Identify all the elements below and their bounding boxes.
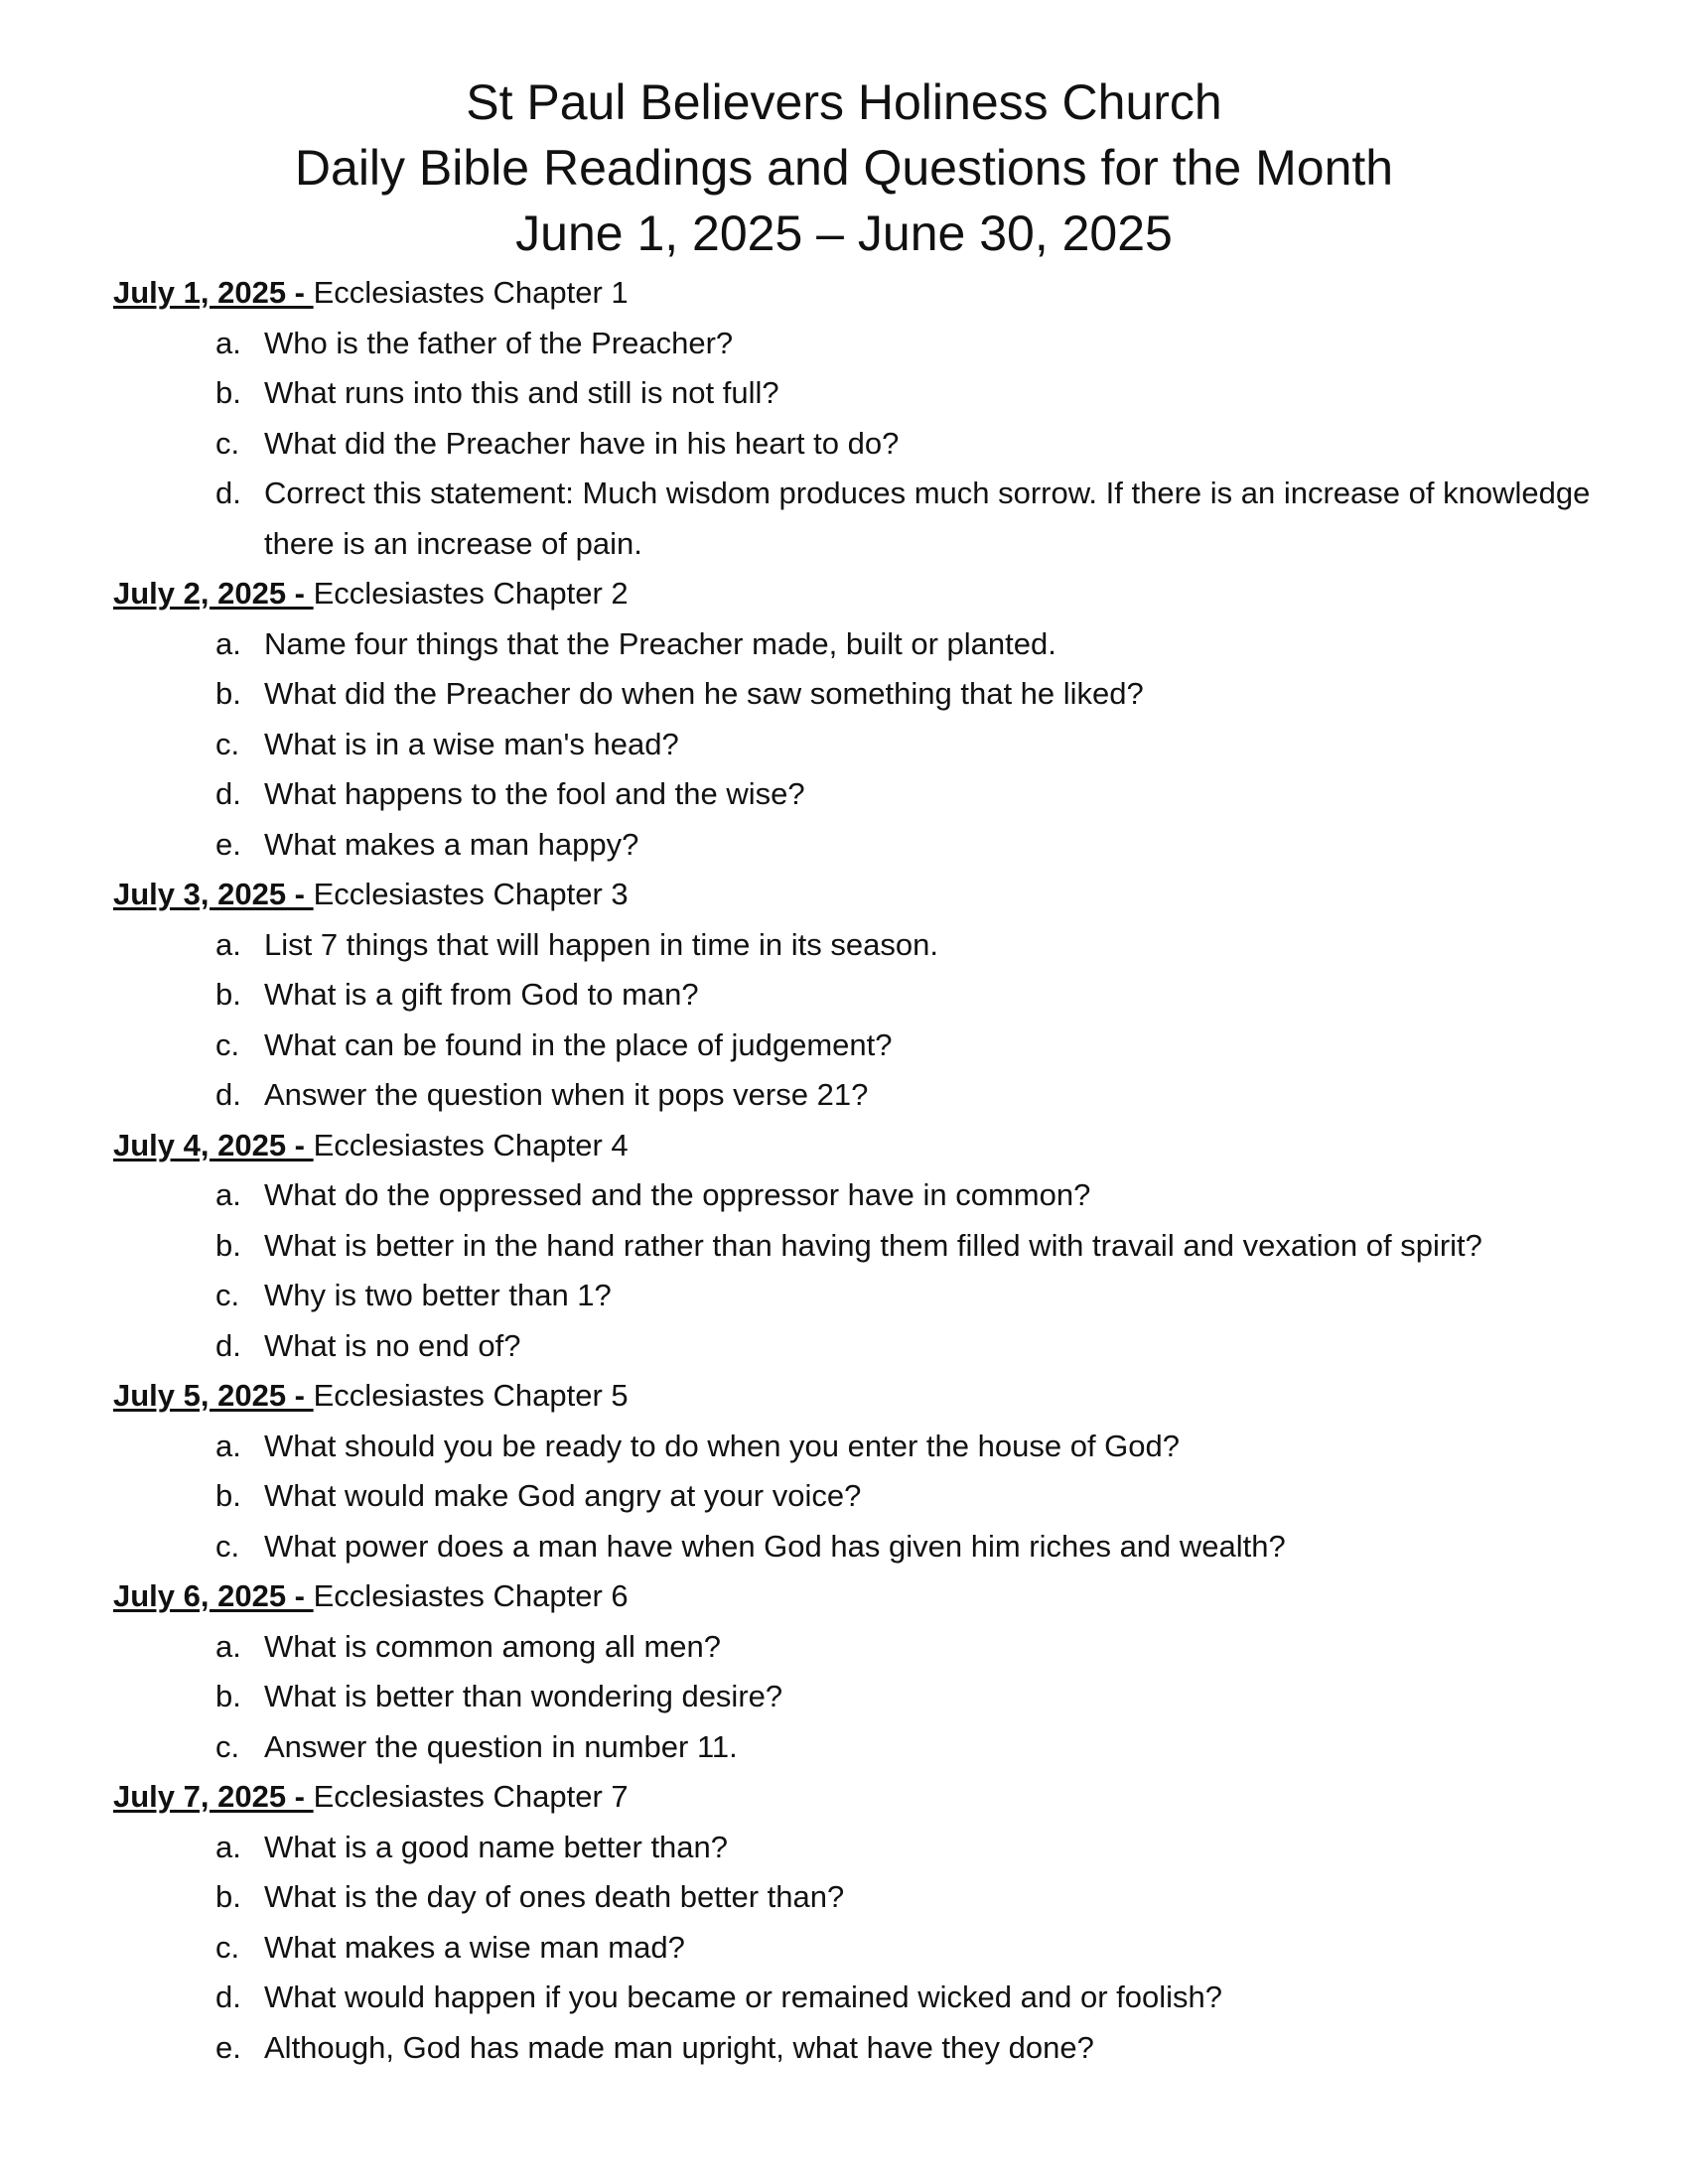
question-text: What runs into this and still is not full? [264, 375, 779, 410]
question-list [113, 1622, 1662, 1773]
question-text: Answer the question when it pops verse 21? [264, 1077, 869, 1112]
question-text: What should you be ready to do when you enter the house of God? [264, 1428, 1181, 1463]
reading-chapter: Ecclesiastes Chapter 7 [313, 1779, 629, 1814]
question-item [113, 1321, 1662, 1372]
question-item [113, 1722, 1662, 1773]
reading-chapter: Ecclesiastes Chapter 4 [313, 1127, 629, 1162]
question-letter: b. [215, 1879, 241, 1914]
question-item [113, 1471, 1662, 1522]
question-letter: c. [215, 425, 240, 461]
reading-date: July 5, 2025 - [113, 1378, 314, 1413]
question-item [113, 419, 1662, 470]
question-list [113, 319, 1662, 570]
question-item [113, 720, 1662, 770]
question-item [113, 820, 1662, 871]
day-section [113, 569, 1662, 870]
question-text: What is better in the hand rather than having them filled with travail and vexation of spirit? [264, 1227, 1482, 1263]
question-item [113, 769, 1662, 820]
question-letter: a. [215, 926, 241, 962]
question-item [113, 1422, 1662, 1472]
day-section [113, 870, 1662, 1121]
question-list [113, 920, 1662, 1121]
question-item [113, 319, 1662, 369]
question-letter: e. [215, 826, 241, 862]
day-heading [113, 569, 1662, 619]
question-list [113, 1823, 1662, 2074]
question-text: What did the Preacher do when he saw something that he liked? [264, 676, 1144, 711]
reading-chapter: Ecclesiastes Chapter 3 [313, 877, 629, 911]
question-letter: d. [215, 1327, 241, 1363]
reading-chapter: Ecclesiastes Chapter 1 [313, 275, 629, 310]
question-letter: c. [215, 1728, 240, 1764]
question-list [113, 619, 1662, 871]
question-letter: b. [215, 1227, 241, 1263]
date-range: June 1, 2025 – June 30, 2025 [515, 205, 1173, 261]
question-item [113, 920, 1662, 971]
question-letter: d. [215, 776, 241, 811]
question-item [113, 1170, 1662, 1221]
question-letter: a. [215, 1428, 241, 1463]
question-text: What would happen if you became or remained wicked and or foolish? [264, 1979, 1222, 2014]
church-name: St Paul Believers Holiness Church [466, 74, 1222, 130]
question-text: What do the oppressed and the oppressor have in common? [264, 1177, 1091, 1212]
question-text: What can be found in the place of judgement? [264, 1026, 893, 1062]
question-letter: a. [215, 1829, 241, 1864]
day-section [113, 1121, 1662, 1372]
question-letter: a. [215, 625, 241, 661]
day-heading [113, 1571, 1662, 1622]
question-letter: b. [215, 375, 241, 410]
question-item [113, 1622, 1662, 1673]
question-item [113, 970, 1662, 1021]
reading-date: July 1, 2025 - [113, 275, 314, 310]
day-heading [113, 870, 1662, 920]
day-section [113, 1772, 1662, 2073]
question-item [113, 1021, 1662, 1071]
question-letter: b. [215, 977, 241, 1012]
reading-chapter: Ecclesiastes Chapter 2 [313, 576, 629, 611]
question-letter: d. [215, 476, 241, 510]
readings-list [113, 268, 1662, 2073]
document-title: Daily Bible Readings and Questions for the Month [294, 140, 1394, 196]
question-letter: d. [215, 1077, 241, 1112]
question-item [113, 669, 1662, 720]
question-item [113, 368, 1662, 419]
reading-date: July 4, 2025 - [113, 1127, 314, 1162]
reading-date: July 3, 2025 - [113, 877, 314, 911]
question-letter: c. [215, 1026, 240, 1062]
question-letter: c. [215, 1929, 240, 1965]
question-item [113, 1973, 1662, 2023]
question-text: What is in a wise man's head? [264, 726, 679, 761]
question-text: What makes a wise man mad? [264, 1929, 685, 1965]
question-text: What happens to the fool and the wise? [264, 776, 805, 811]
question-item [113, 469, 1662, 569]
day-heading [113, 268, 1662, 319]
question-item [113, 1221, 1662, 1272]
question-item [113, 1872, 1662, 1923]
question-letter: a. [215, 1177, 241, 1212]
question-letter: a. [215, 325, 241, 360]
question-text: What power does a man have when God has given him riches and wealth? [264, 1528, 1286, 1564]
question-list [113, 1170, 1662, 1371]
day-heading [113, 1772, 1662, 1823]
question-item [113, 1923, 1662, 1974]
question-item [113, 1070, 1662, 1121]
question-text: Who is the father of the Preacher? [264, 325, 734, 360]
question-letter: b. [215, 1679, 241, 1713]
document-header [0, 69, 1688, 266]
question-text: What is better than wondering desire? [264, 1679, 783, 1713]
question-text: Although, God has made man upright, what have they done? [264, 2029, 1094, 2065]
question-text: Answer the question in number 11. [264, 1728, 738, 1764]
question-letter: c. [215, 726, 240, 761]
question-text: Name four things that the Preacher made, built or planted. [264, 625, 1056, 661]
day-section [113, 268, 1662, 569]
question-text: What is a gift from God to man? [264, 977, 699, 1012]
question-item [113, 1271, 1662, 1321]
question-list [113, 1422, 1662, 1572]
question-text: What did the Preacher have in his heart to do? [264, 425, 900, 461]
question-text: What makes a man happy? [264, 826, 639, 862]
question-text: Why is two better than 1? [264, 1278, 612, 1312]
question-letter: e. [215, 2029, 241, 2065]
reading-date: July 7, 2025 - [113, 1779, 314, 1814]
question-letter: d. [215, 1979, 241, 2014]
question-text: What is common among all men? [264, 1628, 722, 1664]
question-letter: c. [215, 1278, 240, 1312]
question-letter: b. [215, 676, 241, 711]
day-section [113, 1571, 1662, 1772]
reading-date: July 6, 2025 - [113, 1578, 314, 1613]
question-item [113, 619, 1662, 670]
question-item [113, 2023, 1662, 2074]
reading-date: July 2, 2025 - [113, 576, 314, 611]
question-text: List 7 things that will happen in time in its season. [264, 926, 938, 962]
question-text: What is the day of ones death better than? [264, 1879, 845, 1914]
day-heading [113, 1121, 1662, 1171]
question-text: What is a good name better than? [264, 1829, 729, 1864]
day-heading [113, 1371, 1662, 1422]
question-text: Correct this statement: Much wisdom produces much sorrow. If there is an increase of knowledge there is an increase of pain. [264, 476, 1591, 561]
question-item [113, 1672, 1662, 1722]
reading-chapter: Ecclesiastes Chapter 5 [313, 1378, 629, 1413]
question-text: What would make God angry at your voice? [264, 1478, 862, 1513]
question-letter: b. [215, 1478, 241, 1513]
question-text: What is no end of? [264, 1327, 521, 1363]
question-letter: a. [215, 1628, 241, 1664]
question-letter: c. [215, 1528, 240, 1564]
reading-chapter: Ecclesiastes Chapter 6 [313, 1578, 629, 1613]
day-section [113, 1371, 1662, 1571]
question-item [113, 1522, 1662, 1572]
question-item [113, 1823, 1662, 1873]
